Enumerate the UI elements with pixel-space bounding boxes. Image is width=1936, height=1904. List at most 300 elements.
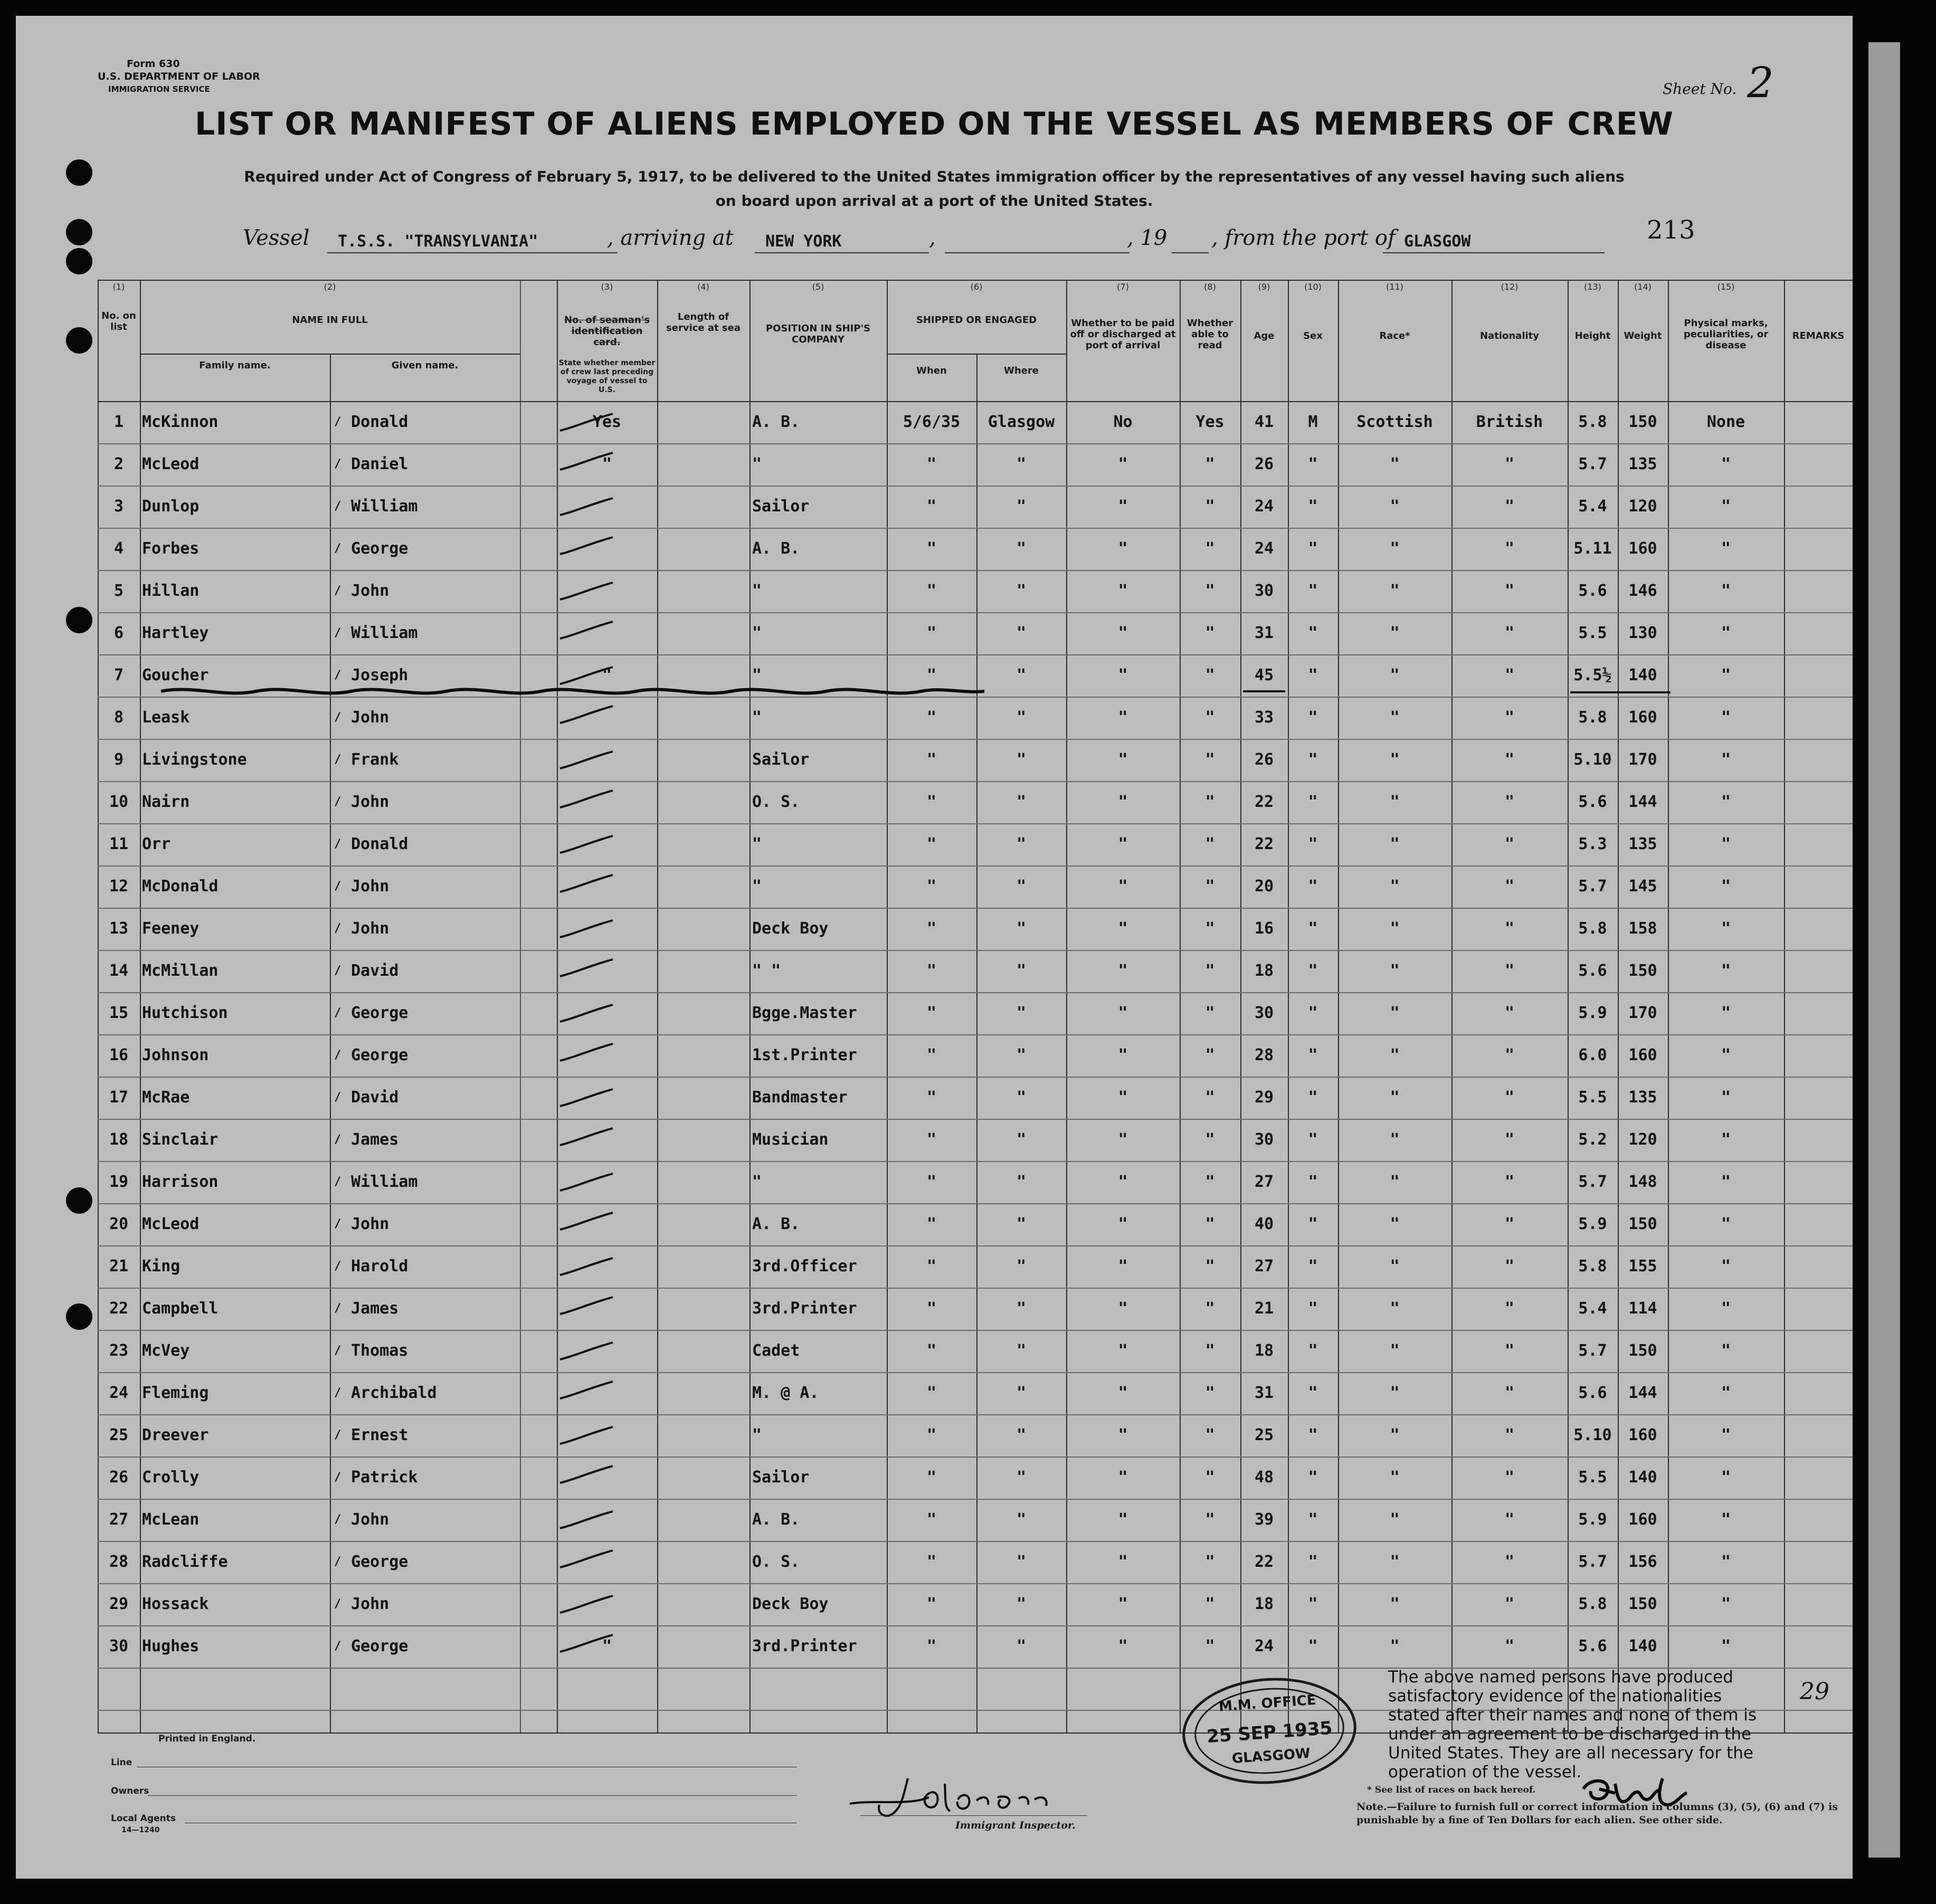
physical-marks-cell: " [1721, 624, 1731, 642]
paid-off-cell: " [1118, 1341, 1128, 1360]
sex-cell: " [1308, 1215, 1318, 1233]
given-name-cell: John [351, 1510, 390, 1529]
race-cell: " [1390, 1173, 1400, 1191]
race-cell: " [1390, 1299, 1400, 1318]
age-cell: 24 [1254, 1637, 1274, 1655]
able-to-read-cell: " [1205, 835, 1215, 853]
row-number-cell: 1 [113, 413, 124, 431]
shipped-when-cell: " [926, 793, 937, 811]
paid-off-cell: " [1118, 1595, 1128, 1613]
physical-marks-cell: " [1721, 1553, 1731, 1571]
shipped-where-cell: " [1016, 835, 1027, 853]
header-race: Race* [1379, 330, 1410, 341]
row-number-cell: 5 [113, 582, 124, 600]
header-height: Height [1574, 330, 1611, 341]
table-row [98, 1034, 1853, 1077]
age-cell: 45 [1254, 666, 1274, 684]
shipped-when-cell: " [926, 666, 937, 684]
given-name-cell: George [351, 539, 409, 558]
able-to-read-cell: " [1205, 961, 1215, 980]
sex-cell: " [1308, 1004, 1318, 1022]
sex-cell: " [1308, 624, 1318, 642]
table-row [98, 908, 1853, 950]
row-number-cell: 7 [113, 666, 124, 684]
shipped-when-cell: " [926, 1510, 937, 1529]
physical-marks-cell: " [1721, 455, 1731, 473]
race-cell: " [1390, 1468, 1400, 1487]
family-name-cell: Hillan [142, 582, 200, 600]
physical-marks-cell: " [1721, 1088, 1731, 1107]
sex-cell: " [1308, 455, 1318, 473]
local-agents-label: Local Agents [111, 1813, 176, 1824]
race-cell: " [1390, 1553, 1400, 1571]
height-cell: 5.5½ [1573, 666, 1612, 684]
shipped-where-cell: " [1016, 1553, 1027, 1571]
given-name-cell: John [351, 582, 390, 600]
check-mark: / [334, 837, 341, 851]
tick-mark [558, 620, 616, 641]
height-cell: 5.8 [1578, 708, 1607, 727]
physical-marks-cell: " [1721, 708, 1731, 727]
tick-mark [558, 1042, 616, 1063]
nationality-cell: " [1504, 1426, 1515, 1444]
shipped-where-cell: " [1016, 1384, 1027, 1402]
given-name-cell: Harold [351, 1257, 409, 1275]
tick-mark [558, 1211, 616, 1232]
able-to-read-cell: " [1205, 1510, 1215, 1529]
paid-off-cell: " [1118, 877, 1128, 896]
row-rule [98, 280, 1853, 281]
sex-cell: " [1308, 877, 1318, 896]
column-number: (6) [970, 282, 983, 292]
shipped-where-cell: " [1016, 1595, 1027, 1613]
age-cell: 20 [1254, 877, 1274, 896]
given-name-cell: William [351, 497, 418, 516]
margin-number: 29 [1800, 1678, 1829, 1705]
position-cell: O. S. [752, 1553, 800, 1571]
table-row [98, 697, 1853, 739]
height-cell: 6.0 [1578, 1046, 1607, 1064]
age-cell: 39 [1254, 1510, 1274, 1529]
race-cell: " [1390, 1130, 1400, 1149]
header-no-on-list: No. on list [101, 310, 136, 332]
position-cell: 3rd.Printer [752, 1299, 857, 1318]
nationality-cell: " [1504, 835, 1515, 853]
shipped-when-cell: " [926, 835, 937, 853]
sex-cell: " [1308, 1426, 1318, 1444]
row-number-cell: 26 [109, 1468, 129, 1487]
races-note: * See list of races on back hereof. [1367, 1785, 1536, 1795]
row-rule [887, 354, 1066, 355]
age-cell: 27 [1254, 1257, 1274, 1275]
sex-cell: " [1308, 793, 1318, 811]
paid-off-cell: " [1118, 1426, 1128, 1444]
height-cell: 5.7 [1578, 1173, 1607, 1191]
paid-off-cell: " [1118, 1088, 1128, 1107]
position-cell: " [752, 835, 762, 853]
table-row [98, 570, 1853, 612]
shipped-where-cell: " [1016, 1341, 1027, 1360]
sheet-number: 2 [1747, 58, 1774, 107]
table-row [98, 1583, 1853, 1625]
header-id-card-note: State whether member of crew last preceding voyage of vessel to U.S. [558, 359, 656, 394]
check-mark: / [334, 458, 341, 471]
paid-off-cell: " [1118, 455, 1128, 473]
able-to-read-cell: " [1205, 1341, 1215, 1360]
table-row [98, 401, 1853, 443]
family-name-cell: Crolly [142, 1468, 200, 1487]
race-cell: " [1390, 539, 1400, 558]
physical-marks-cell: " [1721, 1341, 1731, 1360]
shipped-where-cell: " [1016, 793, 1027, 811]
table-row [98, 823, 1853, 865]
able-to-read-cell: " [1205, 1215, 1215, 1233]
header-nationality: Nationality [1480, 330, 1539, 341]
shipped-where-cell: " [1016, 877, 1027, 896]
race-cell: " [1390, 1426, 1400, 1444]
weight-cell: 135 [1628, 1088, 1657, 1107]
given-name-cell: George [351, 1046, 409, 1064]
paid-off-cell: " [1118, 1215, 1128, 1233]
punch-hole [66, 327, 92, 354]
tick-mark [558, 496, 616, 517]
race-cell: " [1390, 455, 1400, 473]
weight-cell: 135 [1628, 455, 1657, 473]
family-name-cell: Orr [142, 835, 171, 853]
weight-cell: 135 [1628, 835, 1657, 853]
shipped-when-cell: " [926, 624, 937, 642]
tick-mark [558, 918, 616, 939]
punch-hole [66, 1303, 92, 1330]
height-cell: 5.7 [1578, 1341, 1607, 1360]
check-mark: / [334, 584, 341, 597]
able-to-read-cell: " [1205, 539, 1215, 558]
family-name-cell: Goucher [142, 666, 209, 684]
page-edge [1868, 42, 1900, 1858]
nationality-cell: " [1504, 919, 1515, 938]
weight-cell: 150 [1628, 1595, 1657, 1613]
position-cell: Deck Boy [752, 919, 829, 938]
given-name-cell: William [351, 1173, 418, 1191]
column-number: (5) [812, 282, 824, 292]
shipped-where-cell: " [1016, 582, 1027, 600]
header-paid-off: Whether to be paid off or discharged at port of arrival [1070, 318, 1176, 351]
age-cell: 29 [1254, 1088, 1274, 1107]
age-cell: 24 [1254, 497, 1274, 516]
weight-cell: 140 [1628, 1637, 1657, 1655]
check-mark: / [334, 1217, 341, 1231]
form-number: Form 630 [127, 58, 180, 70]
header-position: POSITION IN SHIP'S COMPANY [765, 323, 871, 345]
race-cell: " [1390, 1046, 1400, 1064]
row-number-cell: 10 [109, 793, 129, 811]
height-cell: 5.7 [1578, 1553, 1607, 1571]
weight-cell: 160 [1628, 1426, 1657, 1444]
nationality-cell: " [1504, 1173, 1515, 1191]
header-sex: Sex [1303, 330, 1323, 341]
position-cell: Deck Boy [752, 1595, 829, 1613]
weight-cell: 160 [1628, 708, 1657, 727]
family-name-cell: Forbes [142, 539, 200, 558]
row-number-cell: 23 [109, 1341, 129, 1360]
tick-mark [558, 1126, 616, 1147]
family-name-cell: Hughes [142, 1637, 200, 1655]
shipped-when-cell: 5/6/35 [903, 413, 961, 431]
row-number-cell: 17 [109, 1088, 129, 1107]
tick-mark [558, 1256, 616, 1277]
physical-marks-cell: " [1721, 1173, 1731, 1191]
sex-cell: " [1308, 1341, 1318, 1360]
shipped-where-cell: " [1016, 1510, 1027, 1529]
shipped-where-cell: " [1016, 1130, 1027, 1149]
able-to-read-cell: " [1205, 708, 1215, 727]
physical-marks-cell: " [1721, 961, 1731, 980]
physical-marks-cell: " [1721, 1299, 1731, 1318]
paid-off-cell: " [1118, 1299, 1128, 1318]
check-mark: / [334, 1471, 341, 1484]
age-cell: 16 [1254, 919, 1274, 938]
tick-mark [558, 1172, 616, 1193]
nationality-cell: " [1504, 1553, 1515, 1571]
able-to-read-cell: " [1205, 750, 1215, 769]
sex-cell: " [1308, 1257, 1318, 1275]
column-number: (11) [1386, 282, 1403, 292]
strike-through-line [161, 680, 984, 703]
able-to-read-cell: " [1205, 624, 1215, 642]
family-name-cell: Nairn [142, 793, 190, 811]
from-port-label: , from the port of [1211, 226, 1396, 250]
age-cell: 22 [1254, 835, 1274, 853]
sex-cell: " [1308, 497, 1318, 516]
able-to-read-cell: " [1205, 1299, 1215, 1318]
physical-marks-cell: " [1721, 835, 1731, 853]
shipped-when-cell: " [926, 877, 937, 896]
nationality-cell: " [1504, 877, 1515, 896]
table-row [98, 1288, 1853, 1330]
family-name-cell: McLeod [142, 455, 200, 473]
height-cell: 5.8 [1578, 413, 1607, 431]
sex-cell: " [1308, 1384, 1318, 1402]
given-name-cell: John [351, 1215, 390, 1233]
table-row [98, 1499, 1853, 1541]
height-cell: 5.9 [1578, 1215, 1607, 1233]
check-mark: / [334, 795, 341, 808]
weight-cell: 158 [1628, 919, 1657, 938]
position-cell: Sailor [752, 497, 810, 516]
race-cell: " [1390, 961, 1400, 980]
paid-off-cell: " [1118, 582, 1128, 600]
given-name-cell: James [351, 1130, 399, 1149]
nationality-cell: " [1504, 455, 1515, 473]
sex-cell: " [1308, 1637, 1318, 1655]
weight-cell: 145 [1628, 877, 1657, 896]
shipped-where-cell: " [1016, 1088, 1027, 1107]
race-cell: " [1390, 582, 1400, 600]
table-row [98, 865, 1853, 908]
sex-cell: " [1308, 1130, 1318, 1149]
tick-mark [558, 749, 616, 770]
check-mark: / [334, 1049, 341, 1062]
column-number: (13) [1584, 282, 1601, 292]
age-cell: 24 [1254, 539, 1274, 558]
age-cell: 33 [1254, 708, 1274, 727]
table-row [98, 1077, 1853, 1119]
shipped-when-cell: " [926, 1215, 937, 1233]
row-number-cell: 18 [109, 1130, 129, 1149]
position-cell: " [752, 455, 762, 473]
tick-mark [558, 580, 616, 602]
height-cell: 5.8 [1578, 1257, 1607, 1275]
nationality-cell: " [1504, 1510, 1515, 1529]
owners-label: Owners [111, 1786, 149, 1796]
shipped-when-cell: " [926, 1130, 937, 1149]
nationality-cell: " [1504, 961, 1515, 980]
header-age: Age [1254, 330, 1275, 341]
previous-voyage-cell: " [602, 666, 612, 684]
sex-cell: " [1308, 1088, 1318, 1107]
position-cell: 3rd.Printer [752, 1637, 857, 1655]
tick-mark [558, 1633, 616, 1654]
shipped-when-cell: " [926, 1173, 937, 1191]
race-cell: " [1390, 835, 1400, 853]
age-cell: 27 [1254, 1173, 1274, 1191]
family-name-cell: Dunlop [142, 497, 200, 516]
nationality-cell: " [1504, 666, 1515, 684]
tick-mark [558, 1548, 616, 1569]
position-cell: Musician [752, 1130, 829, 1149]
able-to-read-cell: " [1205, 1384, 1215, 1402]
weight-cell: 160 [1628, 1510, 1657, 1529]
nationality-cell: " [1504, 1088, 1515, 1107]
weight-cell: 160 [1628, 1046, 1657, 1064]
manifest-sheet [16, 16, 1853, 1879]
check-mark: / [334, 753, 341, 766]
height-cell: 5.8 [1578, 1595, 1607, 1613]
column-number: (2) [324, 282, 336, 292]
position-cell: O. S. [752, 793, 800, 811]
race-cell: " [1390, 1088, 1400, 1107]
check-mark: / [334, 500, 341, 513]
row-number-cell: 24 [109, 1384, 129, 1402]
sex-cell: " [1308, 1299, 1318, 1318]
position-cell: A. B. [752, 1510, 800, 1529]
height-cell: 5.11 [1573, 539, 1612, 558]
height-cell: 5.10 [1573, 750, 1612, 769]
check-mark: / [334, 1302, 341, 1315]
check-mark: / [334, 1386, 341, 1400]
family-name-cell: King [142, 1257, 181, 1275]
previous-voyage-cell: " [602, 455, 612, 473]
position-cell: Sailor [752, 750, 810, 769]
weight-cell: 150 [1628, 1215, 1657, 1233]
height-cell: 5.9 [1578, 1004, 1607, 1022]
age-cell: 25 [1254, 1426, 1274, 1444]
physical-marks-cell: " [1721, 877, 1731, 896]
sex-cell: " [1308, 835, 1318, 853]
header-able-to-read: Whether able to read [1187, 318, 1233, 351]
race-cell: Scottish [1356, 413, 1433, 431]
shipped-when-cell: " [926, 919, 937, 938]
shipped-where-cell: " [1016, 624, 1027, 642]
family-name-cell: McVey [142, 1341, 190, 1360]
sex-cell: M [1308, 413, 1318, 431]
weight-cell: 114 [1628, 1299, 1657, 1318]
shipped-when-cell: " [926, 961, 937, 980]
row-number-cell: 20 [109, 1215, 129, 1233]
paid-off-cell: " [1118, 1637, 1128, 1655]
tick-mark [558, 1425, 616, 1446]
age-cell: 30 [1254, 582, 1274, 600]
race-cell: " [1390, 1595, 1400, 1613]
position-cell: Cadet [752, 1341, 800, 1360]
paid-off-cell: " [1118, 1046, 1128, 1064]
table-row [98, 781, 1853, 823]
physical-marks-cell: " [1721, 1004, 1731, 1022]
weight-cell: 150 [1628, 961, 1657, 980]
given-name-cell: David [351, 961, 399, 980]
shipped-where-cell: " [1016, 1299, 1027, 1318]
inspector-signature [844, 1763, 1093, 1826]
able-to-read-cell: " [1205, 1004, 1215, 1022]
given-name-cell: George [351, 1553, 409, 1571]
height-cell: 5.5 [1578, 1468, 1607, 1487]
family-name-cell: Campbell [142, 1299, 219, 1318]
shipped-where-cell: " [1016, 1257, 1027, 1275]
nationality-cell: " [1504, 1341, 1515, 1360]
race-cell: " [1390, 919, 1400, 938]
check-mark: / [334, 964, 341, 977]
punch-hole [66, 219, 92, 245]
nationality-cell: " [1504, 793, 1515, 811]
header-id-card: No. of seaman's identification card. [564, 315, 650, 348]
position-cell: " [752, 877, 762, 896]
physical-marks-cell: " [1721, 1510, 1731, 1529]
row-number-cell: 2 [113, 455, 124, 473]
sex-cell: " [1308, 1510, 1318, 1529]
tick-mark [558, 412, 616, 433]
shipped-where-cell: " [1016, 1173, 1027, 1191]
height-cell: 5.5 [1578, 624, 1607, 642]
family-name-cell: Livingstone [142, 750, 247, 769]
stamp-date: 25 SEP 1935 [1206, 1717, 1333, 1748]
family-name-cell: Hutchison [142, 1004, 228, 1022]
check-mark: / [334, 1597, 341, 1611]
nationality-cell: " [1504, 1637, 1515, 1655]
nationality-cell: " [1504, 1257, 1515, 1275]
check-mark: / [334, 1260, 341, 1273]
weight-cell: 156 [1628, 1553, 1657, 1571]
physical-marks-cell: " [1721, 582, 1731, 600]
previous-voyage-cell: " [602, 1637, 612, 1655]
position-cell: " [752, 624, 762, 642]
race-cell: " [1390, 708, 1400, 727]
table-row [98, 1625, 1853, 1668]
physical-marks-cell: " [1721, 750, 1731, 769]
position-cell: " [752, 708, 762, 727]
given-name-cell: George [351, 1004, 409, 1022]
shipped-where-cell: " [1016, 961, 1027, 980]
family-name-cell: McRae [142, 1088, 190, 1107]
able-to-read-cell: " [1205, 793, 1215, 811]
row-number-cell: 4 [113, 539, 124, 558]
race-cell: " [1390, 624, 1400, 642]
position-cell: 1st.Printer [752, 1046, 857, 1064]
weight-cell: 170 [1628, 1004, 1657, 1022]
check-mark: / [334, 1006, 341, 1020]
family-name-cell: Hartley [142, 624, 209, 642]
physical-marks-cell: " [1721, 1384, 1731, 1402]
table-row [98, 1161, 1853, 1203]
